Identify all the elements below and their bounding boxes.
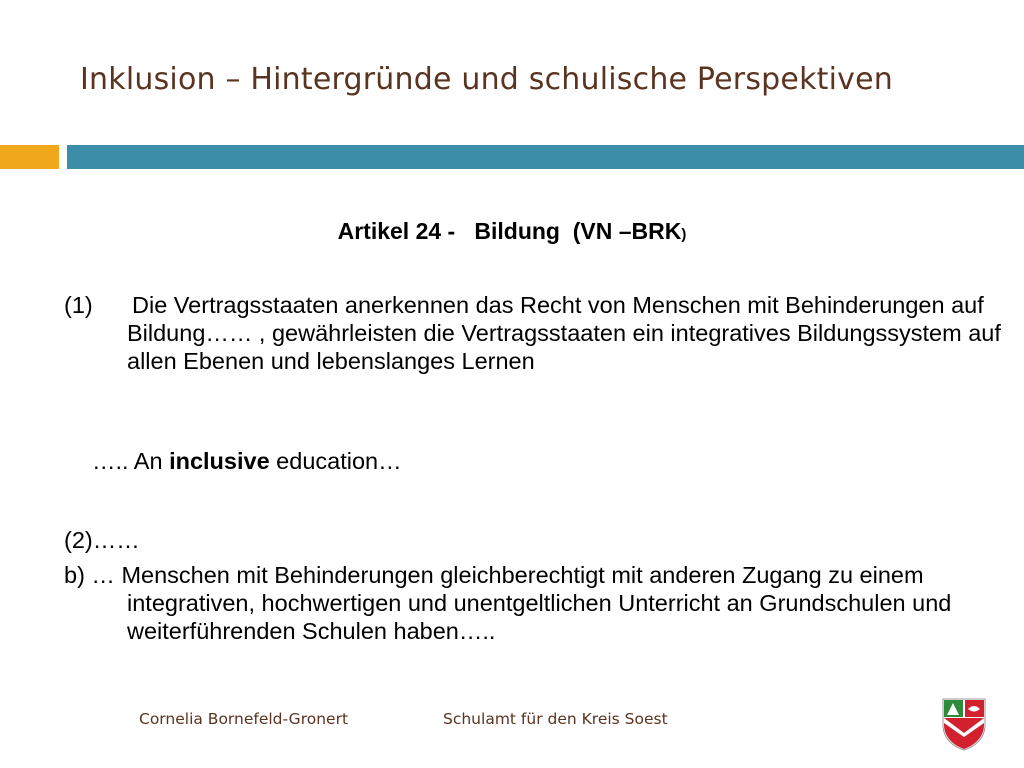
paragraph-1-text: Die Vertragsstaaten anerkennen das Recht von Menschen mit Behinderungen auf Bildung…… , gewährleisten die Vertragsstaaten ein integratives Bildungssystem auf allen Ebenen und lebenslanges Lernen (127, 292, 1001, 374)
inclusive-education-line (92, 447, 402, 475)
footer-author: Cornelia Bornefeld-Gronert (139, 710, 349, 728)
slide-title: Inklusion – Hintergründe und schulische Perspektiven (80, 62, 893, 97)
footer-office: Schulamt für den Kreis Soest (443, 710, 668, 728)
inclusive-post: education… (269, 448, 402, 474)
article-heading-text: Artikel 24 - Bildung (VN –BRK (337, 218, 682, 244)
paragraph-1 (64, 291, 1024, 375)
accent-bar-orange (0, 145, 59, 169)
nrw-coat-of-arms-icon (940, 697, 988, 751)
paragraph-1-number: (1) (64, 292, 93, 318)
paragraph-b: b) … Menschen mit Behinderungen gleichberechtigt mit anderen Zugang zu einem integrativen, hochwertigen und unentgeltlichen Unterricht an Grundschulen und weiterführenden Schulen haben….. (64, 562, 952, 644)
article-heading (0, 218, 1024, 245)
inclusive-bold: inclusive (169, 448, 270, 474)
paragraph-2: (2)…… (64, 527, 140, 553)
inclusive-pre: ….. An (92, 448, 170, 474)
accent-bar-teal (67, 145, 1024, 169)
article-heading-paren: ) (681, 226, 687, 243)
